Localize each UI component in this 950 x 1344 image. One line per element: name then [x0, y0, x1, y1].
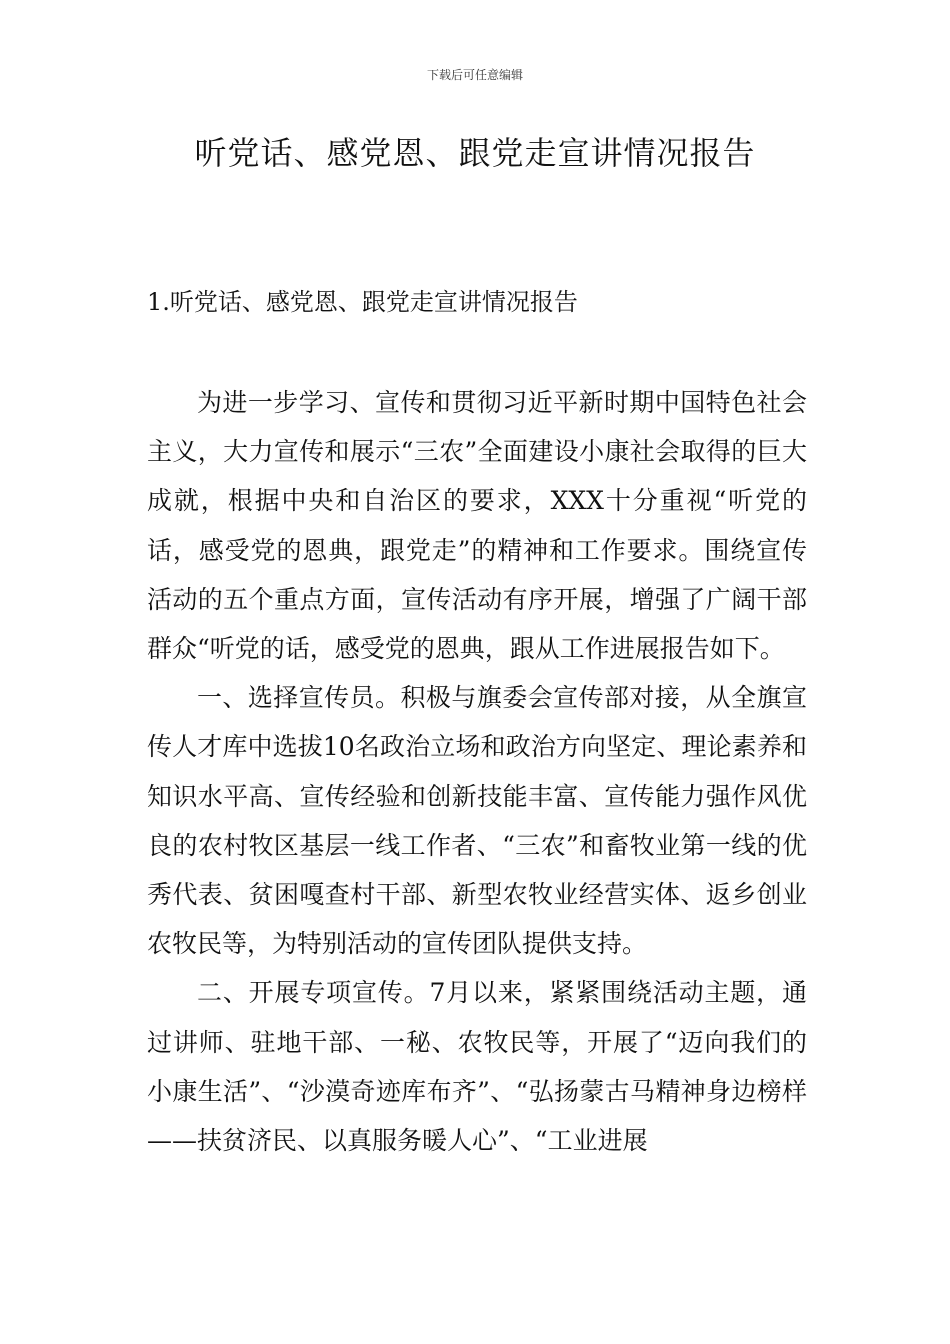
- document-title: 听党话、感党恩、跟党走宣讲情况报告: [194, 134, 756, 172]
- document-body: [147, 378, 807, 1165]
- paragraph: 为进一步学习、宣传和贯彻习近平新时期中国特色社会主义，大力宣传和展示“三农”全面建设小康社会取得的巨大成就，根据中央和自治区的要求，XXX十分重视“听党的话，感受党的恩典，跟党走”的精神和工作要求。围绕宣传活动的五个重点方面，宣传活动有序开展，增强了广阔干部群众“听党的话，感受党的恩典，跟从工作进展报告如下。: [147, 388, 807, 664]
- header-note: 下载后可任意编辑: [426, 68, 523, 82]
- paragraph: 二、开展专项宣传。7月以来，紧紧围绕活动主题，通过讲师、驻地干部、一秘、农牧民等，开展了“迈向我们的小康生活”、“沙漠奇迹库布齐”、“弘扬蒙古马精神身边榜样——扶贫济民、以真服务暖人心”、“工业进展: [147, 978, 807, 1156]
- section-heading: 1.听党话、感党恩、跟党走宣讲情况报告: [147, 288, 578, 316]
- paragraph: 一、选择宣传员。积极与旗委会宣传部对接，从全旗宣传人才库中选拔10名政治立场和政治方向坚定、理论素养和知识水平高、宣传经验和创新技能丰富、宣传能力强作风优良的农村牧区基层一线工作者、“三农”和畜牧业第一线的优秀代表、贫困嘎查村干部、新型农牧业经营实体、返乡创业农牧民等，为特别活动的宣传团队提供支持。: [147, 683, 807, 959]
